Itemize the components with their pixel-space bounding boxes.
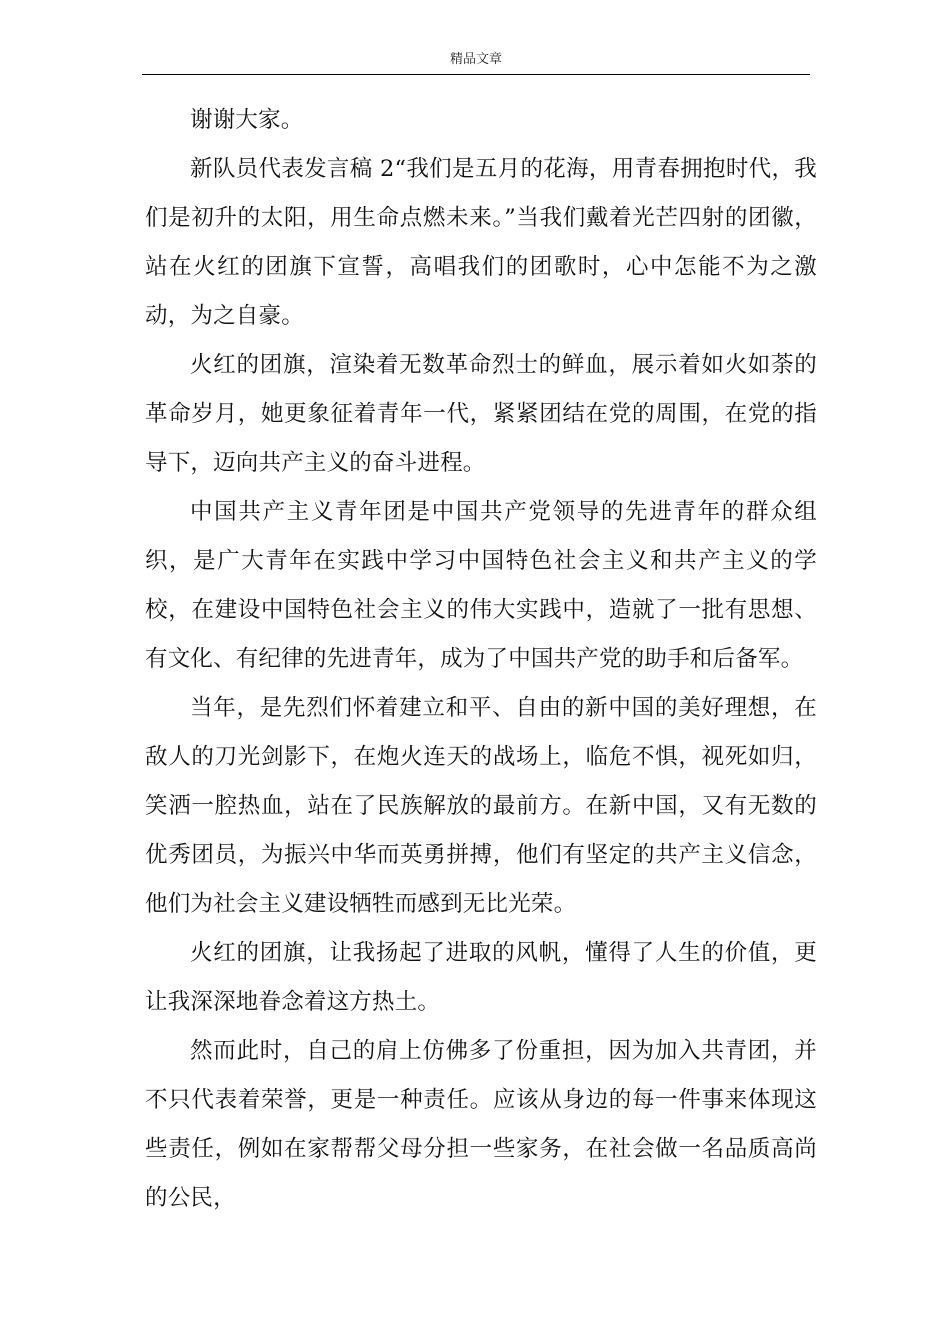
paragraph-4: 中国共产主义青年团是中国共产党领导的先进青年的群众组织，是广大青年在实践中学习中国特色社会主义和共产主义的学校，在建设中国特色社会主义的伟大实践中，造就了一批有思想、有文化、有纪律的先进青年，成为了中国共产党的助手和后备军。 <box>145 499 817 672</box>
paragraph-2: 新队员代表发言稿 2“我们是五月的花海，用青春拥抱时代，我们是初升的太阳，用生命点燃未来。”当我们戴着光芒四射的团徽，站在火红的团旗下宣誓，高唱我们的团歌时，心中怎能不为之激动，为之自豪。 <box>145 156 817 329</box>
document-body <box>145 96 817 1223</box>
paragraph-5: 当年，是先烈们怀着建立和平、自由的新中国的美好理想，在敌人的刀光剑影下，在炮火连天的战场上，临危不惧，视死如归，笑洒一腔热血，站在了民族解放的最前方。在新中国，又有无数的优秀团员，为振兴中华而英勇拼搏，他们有坚定的共产主义信念，他们为社会主义建设牺牲而感到无比光荣。 <box>145 695 817 917</box>
paragraph-3: 火红的团旗，渲染着无数革命烈士的鲜血，展示着如火如荼的革命岁月，她更象征着青年一代，紧紧团结在党的周围，在党的指导下，迈向共产主义的奋斗进程。 <box>145 352 817 476</box>
paragraph-7: 然而此时，自己的肩上仿佛多了份重担，因为加入共青团，并不只代表着荣誉，更是一种责任。应该从身边的每一件事来体现这些责任，例如在家帮帮父母分担一些家务，在社会做一名品质高尚的公民， <box>145 1038 817 1211</box>
paragraph-1: 谢谢大家。 <box>190 107 304 133</box>
page-header: 精品文章 <box>142 50 810 75</box>
paragraph-6: 火红的团旗，让我扬起了进取的风帆，懂得了人生的价值，更让我深深地眷念着这方热土。 <box>145 940 817 1015</box>
